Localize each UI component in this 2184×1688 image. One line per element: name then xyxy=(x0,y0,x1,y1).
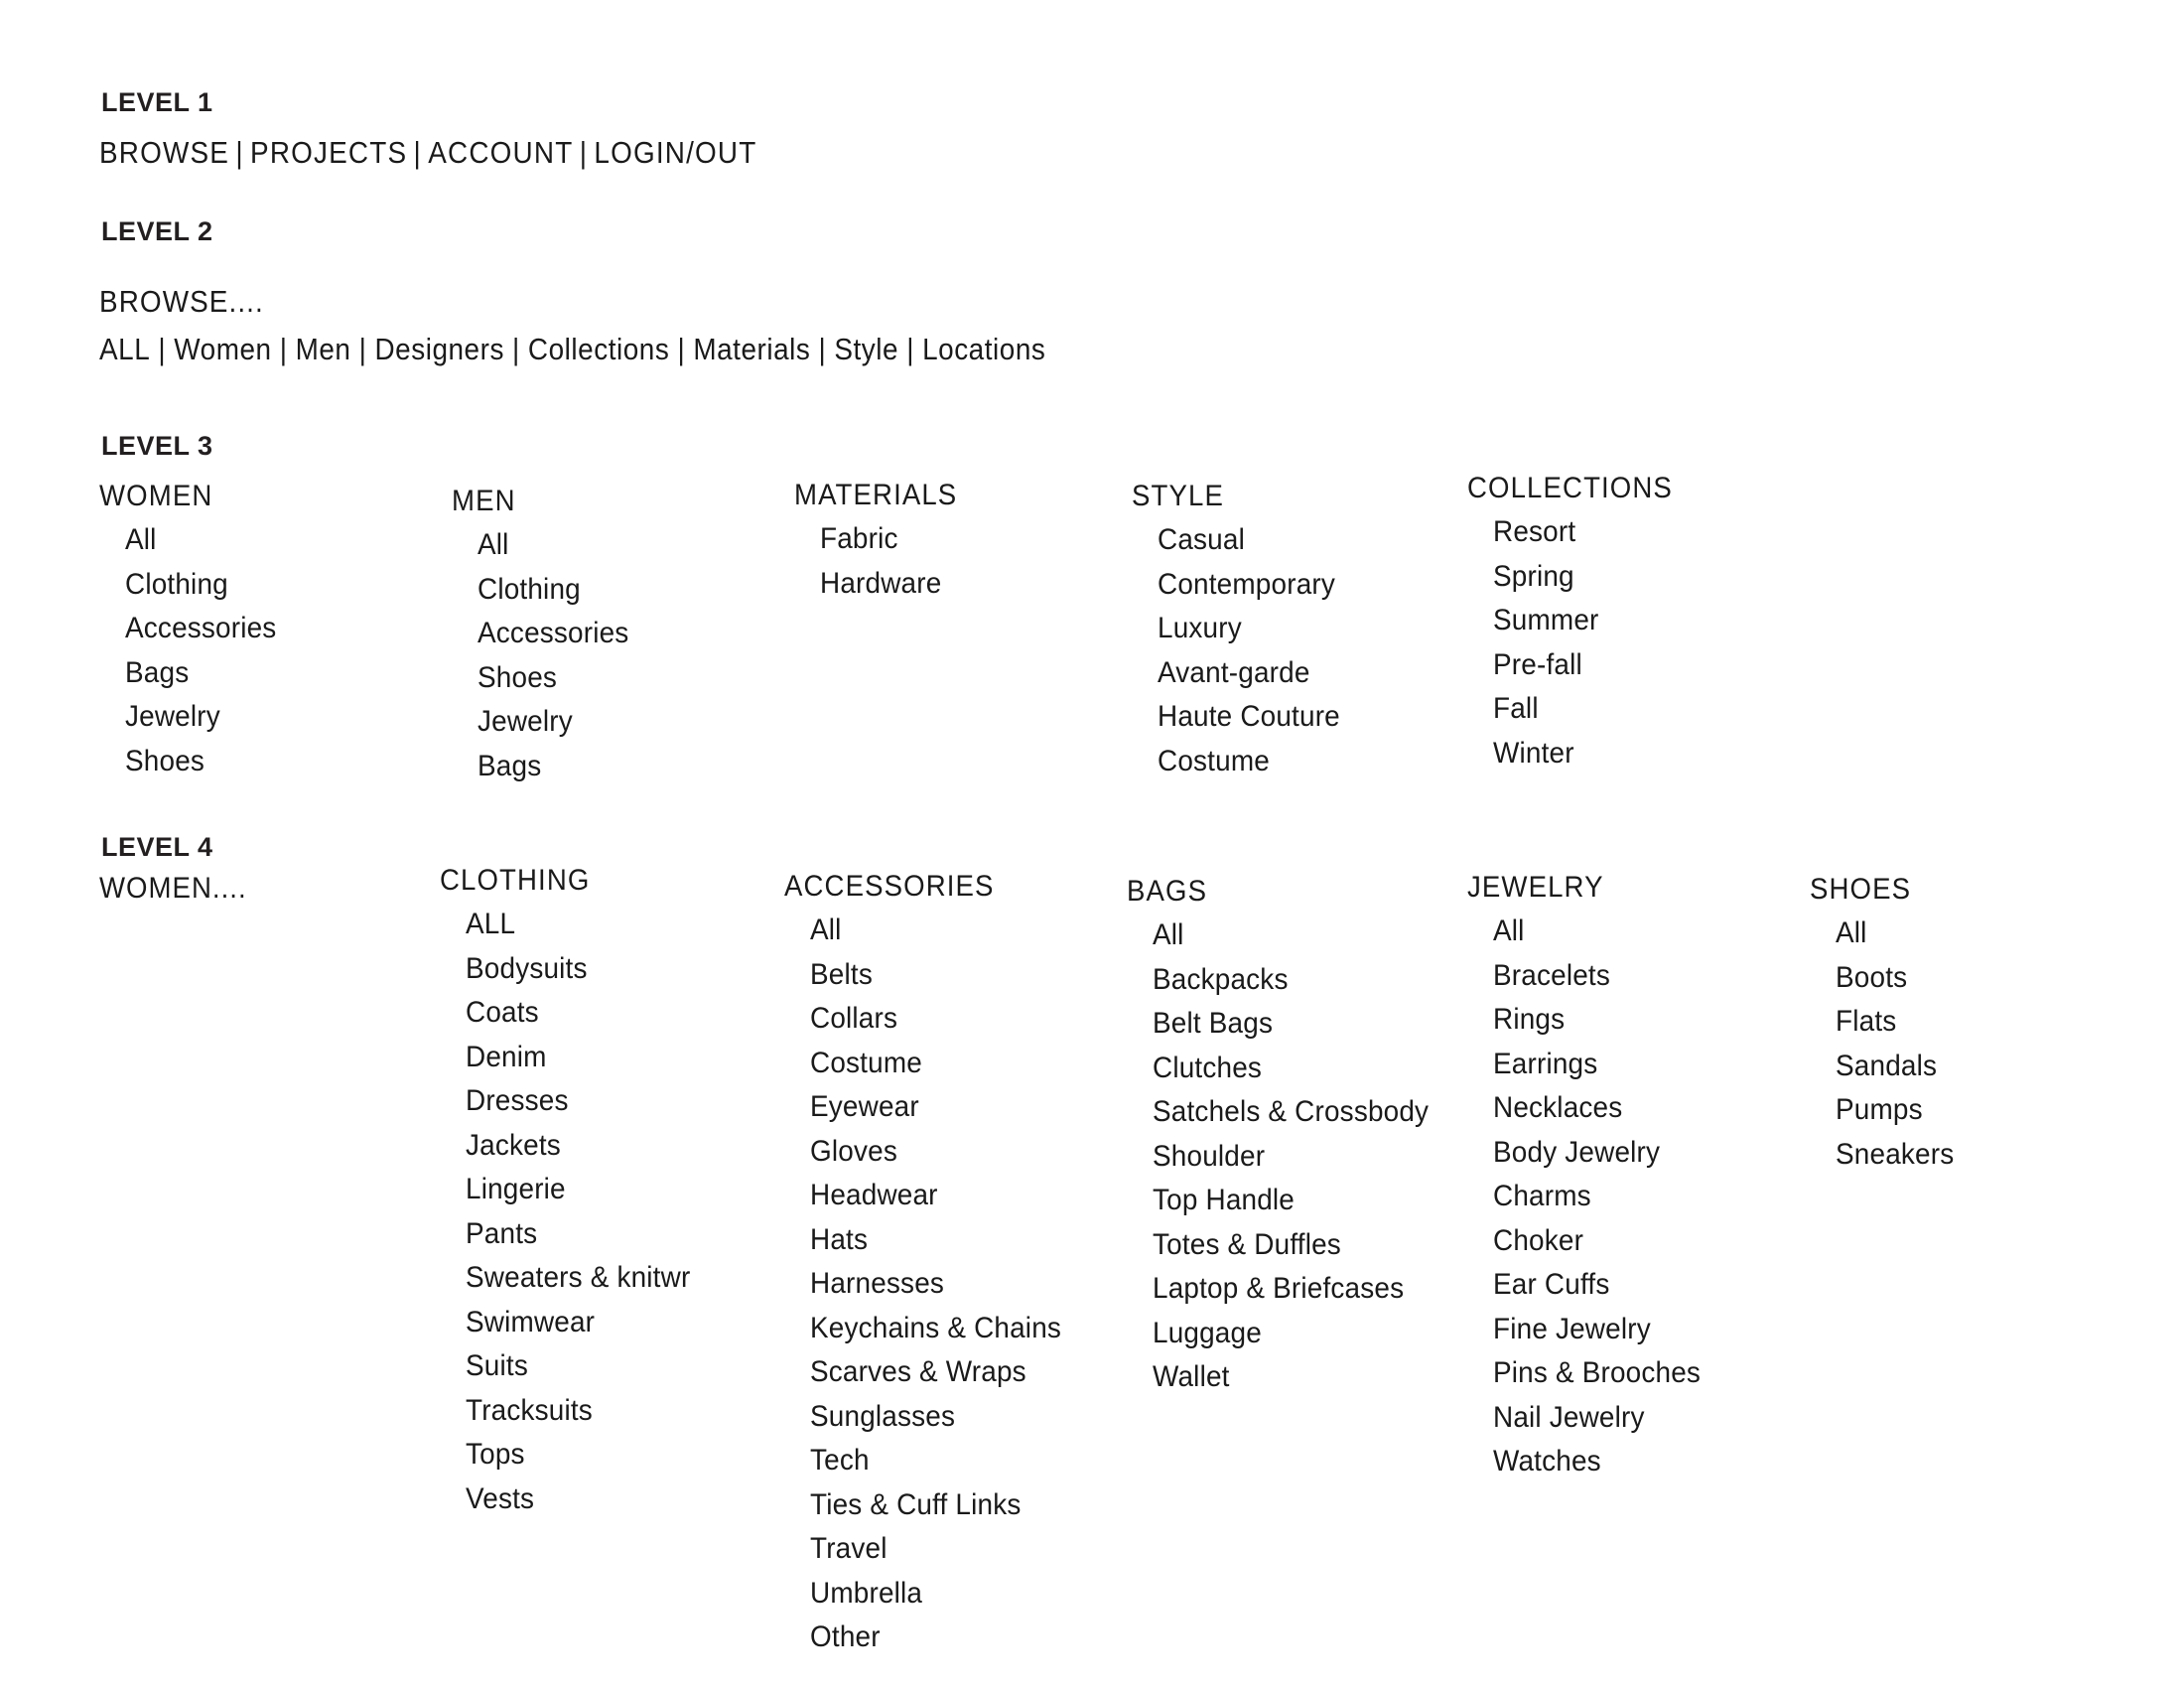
level-4-list-accessories xyxy=(784,909,1080,1660)
level-2-tag: LEVEL 2 xyxy=(101,216,213,246)
level-1-item-account[interactable]: ACCOUNT xyxy=(428,135,574,170)
level-4-item-harnesses[interactable]: Harnesses xyxy=(810,1267,945,1300)
level-4-item-fine-jewelry[interactable]: Fine Jewelry xyxy=(1493,1312,1651,1345)
level-4-item-pants[interactable]: Pants xyxy=(466,1216,538,1250)
level-3-list-women xyxy=(99,518,288,783)
level-4-item-jackets[interactable]: Jackets xyxy=(466,1128,561,1162)
level-4-item-denim[interactable]: Denim xyxy=(466,1040,547,1073)
level-4-item-all[interactable]: ALL xyxy=(466,908,516,940)
nav-separator: | xyxy=(906,332,914,366)
level-4-item-shoulder[interactable]: Shoulder xyxy=(1153,1139,1266,1173)
level-4-item-all[interactable]: All xyxy=(1493,914,1525,947)
level-3-item-casual[interactable]: Casual xyxy=(1158,523,1245,556)
level-4-item-keychains-chains[interactable]: Keychains & Chains xyxy=(810,1311,1062,1344)
level-3-item-winter[interactable]: Winter xyxy=(1493,736,1574,770)
level-3-list-style xyxy=(1132,518,1354,783)
level-4-item-ties-cuff-links[interactable]: Ties & Cuff Links xyxy=(810,1487,1022,1521)
nav-separator: | xyxy=(677,332,686,366)
level-4-item-bracelets[interactable]: Bracelets xyxy=(1493,958,1610,992)
level-4-list-jewelry xyxy=(1467,910,1716,1484)
level-4-item-sandals[interactable]: Sandals xyxy=(1836,1049,1938,1082)
level-4-column-clothing xyxy=(440,859,707,1521)
level-4-item-boots[interactable]: Boots xyxy=(1836,960,1908,994)
level-4-item-coats[interactable]: Coats xyxy=(466,996,539,1029)
level-3-item-summer[interactable]: Summer xyxy=(1493,604,1599,636)
level-3-list-collections xyxy=(1467,510,1691,775)
level-3-item-contemporary[interactable]: Contemporary xyxy=(1158,567,1336,601)
level-3-item-clothing[interactable]: Clothing xyxy=(125,567,228,601)
level-4-item-earrings[interactable]: Earrings xyxy=(1493,1047,1598,1080)
level-4-item-bodysuits[interactable]: Bodysuits xyxy=(466,951,588,985)
level-4-item-rings[interactable]: Rings xyxy=(1493,1003,1566,1036)
level-4-item-all[interactable]: All xyxy=(1153,918,1184,951)
level-3-item-luxury[interactable]: Luxury xyxy=(1158,612,1242,644)
level-3-item-pre-fall[interactable]: Pre-fall xyxy=(1493,647,1582,681)
level-3-item-all[interactable]: All xyxy=(125,523,157,556)
level-2-item-designers[interactable]: Designers xyxy=(374,332,504,366)
level-3-item-accessories[interactable]: Accessories xyxy=(478,617,629,649)
level-4-item-swimwear[interactable]: Swimwear xyxy=(466,1305,596,1338)
level-4-item-body-jewelry[interactable]: Body Jewelry xyxy=(1493,1135,1661,1169)
level-4-item-nail-jewelry[interactable]: Nail Jewelry xyxy=(1493,1400,1645,1434)
level-4-header-clothing: CLOTHING xyxy=(440,864,591,897)
level-3-item-fabric[interactable]: Fabric xyxy=(820,522,898,555)
nav-separator: | xyxy=(413,135,422,170)
level-4-item-umbrella[interactable]: Umbrella xyxy=(810,1576,923,1610)
nav-separator: | xyxy=(358,332,367,366)
level-4-item-charms[interactable]: Charms xyxy=(1493,1180,1591,1212)
level-4-item-suits[interactable]: Suits xyxy=(466,1349,528,1382)
level-4-item-pumps[interactable]: Pumps xyxy=(1836,1093,1923,1126)
level-4-item-tops[interactable]: Tops xyxy=(466,1438,525,1471)
level-4-item-vests[interactable]: Vests xyxy=(466,1481,535,1515)
level-3-item-shoes[interactable]: Shoes xyxy=(478,660,558,694)
level-4-item-hats[interactable]: Hats xyxy=(810,1222,869,1256)
level-4-column-accessories xyxy=(784,865,1080,1660)
level-4-item-ear-cuffs[interactable]: Ear Cuffs xyxy=(1493,1268,1610,1301)
level-3-item-all[interactable]: All xyxy=(478,528,509,561)
nav-separator: | xyxy=(279,332,288,366)
level-4-list-shoes xyxy=(1810,912,1963,1177)
level-4-item-choker[interactable]: Choker xyxy=(1493,1223,1584,1257)
level-3-item-hardware[interactable]: Hardware xyxy=(820,566,942,600)
level-4-item-all[interactable]: All xyxy=(1836,916,1867,949)
level-2-item-collections[interactable]: Collections xyxy=(527,332,670,366)
level-3-item-haute-couture[interactable]: Haute Couture xyxy=(1158,700,1340,733)
level-4-item-costume[interactable]: Costume xyxy=(810,1046,922,1079)
level-4-item-scarves-wraps[interactable]: Scarves & Wraps xyxy=(810,1355,1026,1388)
level-4-item-wallet[interactable]: Wallet xyxy=(1153,1360,1230,1393)
level-4-item-travel[interactable]: Travel xyxy=(810,1532,887,1565)
level-4-item-backpacks[interactable]: Backpacks xyxy=(1153,962,1289,996)
nav-separator: | xyxy=(579,135,589,170)
level-3-column-men xyxy=(452,480,640,788)
level-3-item-jewelry[interactable]: Jewelry xyxy=(478,705,573,738)
level-3-item-clothing[interactable]: Clothing xyxy=(478,572,581,606)
level-4-item-sneakers[interactable]: Sneakers xyxy=(1836,1137,1955,1171)
level-4-column-jewelry xyxy=(1467,866,1716,1484)
level-4-item-top-handle[interactable]: Top Handle xyxy=(1153,1184,1296,1216)
level-4-list-bags xyxy=(1127,914,1449,1400)
level-1-item-projects[interactable]: PROJECTS xyxy=(250,135,408,170)
level-4-item-sunglasses[interactable]: Sunglasses xyxy=(810,1399,956,1433)
level-4-item-belt-bags[interactable]: Belt Bags xyxy=(1153,1007,1274,1040)
level-1-nav xyxy=(99,135,756,171)
level-4-tag: LEVEL 4 xyxy=(101,832,213,862)
level-4-header-accessories: ACCESSORIES xyxy=(784,870,995,903)
level-3-column-collections xyxy=(1467,467,1691,775)
level-4-item-gloves[interactable]: Gloves xyxy=(810,1134,897,1168)
level-2-item-style[interactable]: Style xyxy=(834,332,899,366)
level-3-item-resort[interactable]: Resort xyxy=(1493,515,1576,548)
level-3-list-materials xyxy=(794,517,972,606)
level-4-item-collars[interactable]: Collars xyxy=(810,1002,898,1035)
level-4-item-laptop-briefcases[interactable]: Laptop & Briefcases xyxy=(1153,1272,1405,1305)
nav-separator: | xyxy=(818,332,827,366)
level-3-item-costume[interactable]: Costume xyxy=(1158,744,1270,777)
nav-separator: | xyxy=(158,332,167,366)
level-3-header-materials: MATERIALS xyxy=(794,479,958,511)
level-4-item-luggage[interactable]: Luggage xyxy=(1153,1316,1262,1349)
level-4-column-shoes xyxy=(1810,868,1963,1177)
level-4-header-shoes: SHOES xyxy=(1810,873,1912,906)
level-4-item-belts[interactable]: Belts xyxy=(810,957,873,991)
level-3-item-accessories[interactable]: Accessories xyxy=(125,612,277,644)
level-4-header-bags: BAGS xyxy=(1127,875,1208,908)
level-4-item-totes-duffles[interactable]: Totes & Duffles xyxy=(1153,1227,1341,1261)
level-4-item-tech[interactable]: Tech xyxy=(810,1444,870,1477)
level-1-item-login-out[interactable]: LOGIN/OUT xyxy=(594,135,757,170)
level-3-item-shoes[interactable]: Shoes xyxy=(125,744,205,777)
level-2-context-label: BROWSE.... xyxy=(99,284,264,319)
nav-separator: | xyxy=(512,332,520,366)
level-1-item-browse[interactable]: BROWSE xyxy=(99,135,230,170)
level-2-item-men[interactable]: Men xyxy=(295,332,351,366)
level-4-item-dresses[interactable]: Dresses xyxy=(466,1084,569,1117)
level-4-column-bags xyxy=(1127,870,1449,1400)
level-1-tag: LEVEL 1 xyxy=(101,87,213,117)
level-2-item-women[interactable]: Women xyxy=(174,332,272,366)
level-3-column-style xyxy=(1132,475,1354,783)
level-3-item-fall[interactable]: Fall xyxy=(1493,692,1539,725)
level-4-item-satchels-crossbody[interactable]: Satchels & Crossbody xyxy=(1153,1095,1430,1128)
level-2-item-materials[interactable]: Materials xyxy=(693,332,811,366)
level-3-header-women: WOMEN xyxy=(99,480,213,512)
level-4-context-label: WOMEN.... xyxy=(99,872,247,905)
level-3-tag: LEVEL 3 xyxy=(101,431,213,461)
level-4-item-sweaters-knitwr[interactable]: Sweaters & knitwr xyxy=(466,1261,691,1294)
level-2-nav xyxy=(99,332,1045,367)
level-4-item-eyewear[interactable]: Eyewear xyxy=(810,1090,919,1123)
level-4-item-flats[interactable]: Flats xyxy=(1836,1005,1897,1038)
level-2-item-locations[interactable]: Locations xyxy=(922,332,1046,366)
level-3-header-collections: COLLECTIONS xyxy=(1467,472,1673,504)
level-4-item-clutches[interactable]: Clutches xyxy=(1153,1051,1263,1084)
level-3-item-bags[interactable]: Bags xyxy=(125,655,190,689)
level-4-item-all[interactable]: All xyxy=(810,914,842,946)
level-4-item-tracksuits[interactable]: Tracksuits xyxy=(466,1393,593,1427)
level-3-list-men xyxy=(452,523,640,788)
level-4-item-other[interactable]: Other xyxy=(810,1620,881,1653)
level-2-item-all[interactable]: ALL xyxy=(99,332,151,366)
level-3-item-spring[interactable]: Spring xyxy=(1493,559,1574,593)
level-3-item-bags[interactable]: Bags xyxy=(478,749,542,782)
level-3-item-jewelry[interactable]: Jewelry xyxy=(125,700,220,733)
level-3-column-women xyxy=(99,475,288,783)
level-3-header-men: MEN xyxy=(452,485,516,517)
nav-separator: | xyxy=(235,135,244,170)
level-4-item-lingerie[interactable]: Lingerie xyxy=(466,1173,566,1205)
level-4-item-necklaces[interactable]: Necklaces xyxy=(1493,1091,1623,1124)
level-4-item-pins-brooches[interactable]: Pins & Brooches xyxy=(1493,1356,1702,1389)
level-3-item-avant-garde[interactable]: Avant-garde xyxy=(1158,655,1310,689)
level-3-header-style: STYLE xyxy=(1132,480,1224,512)
level-4-item-watches[interactable]: Watches xyxy=(1493,1445,1601,1477)
level-4-header-jewelry: JEWELRY xyxy=(1467,871,1604,904)
level-4-list-clothing xyxy=(440,903,707,1521)
level-3-column-materials xyxy=(794,474,972,606)
level-4-item-headwear[interactable]: Headwear xyxy=(810,1179,938,1211)
